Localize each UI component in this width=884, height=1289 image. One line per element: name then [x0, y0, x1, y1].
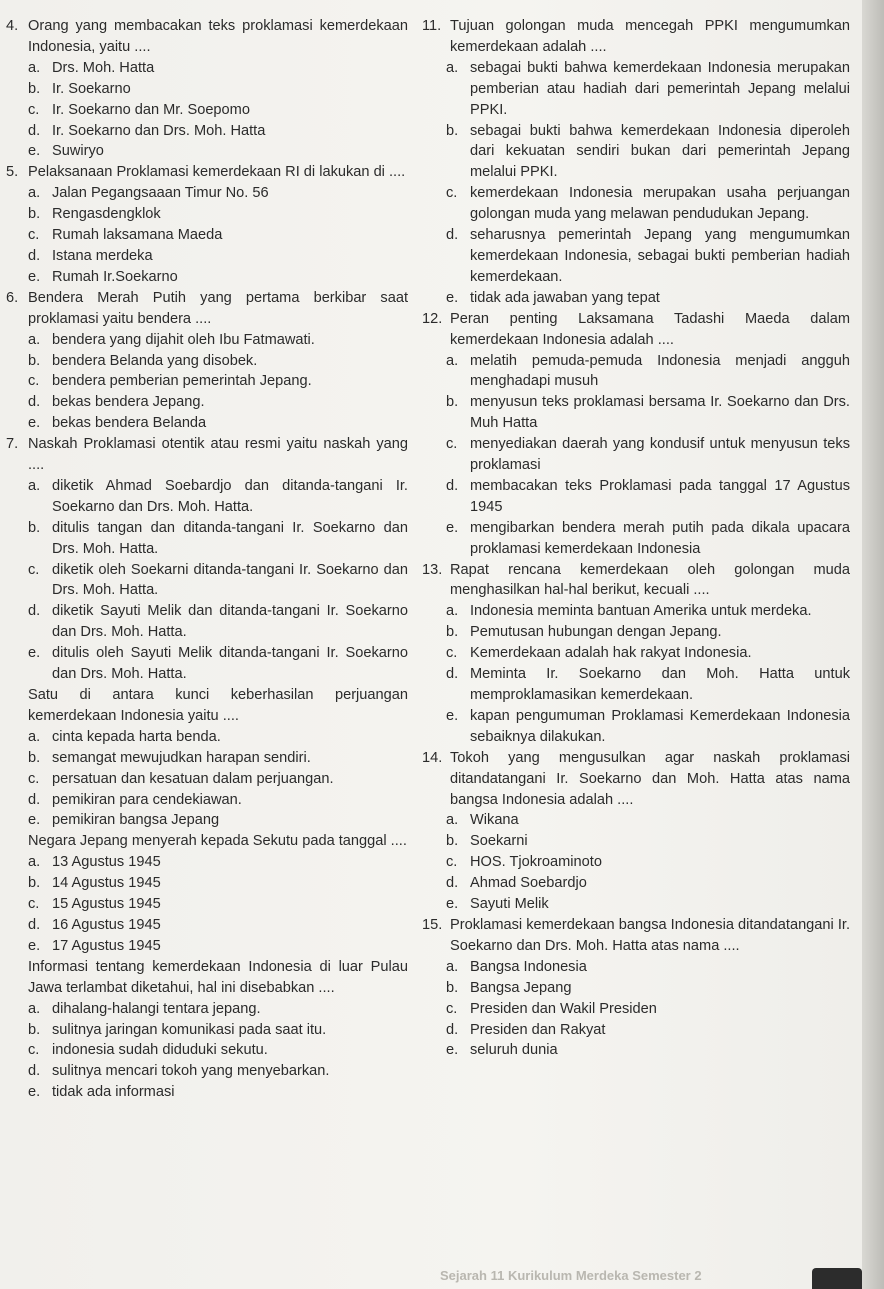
option-letter: d. [446, 666, 459, 683]
question [422, 915, 850, 957]
answer-option [6, 518, 408, 560]
answer-options [6, 183, 408, 288]
option-text: HOS. Tjokroaminoto [470, 854, 602, 871]
question-stem: Orang yang membacakan teks proklamasi kemerdekaan Indonesia, yaitu .... [28, 18, 408, 55]
option-letter: a. [28, 854, 41, 871]
question-stem: Bendera Merah Putih yang pertama berkibar saat proklamasi yaitu bendera .... [28, 289, 408, 327]
option-letter: c. [28, 373, 40, 390]
option-text: Istana merdeka [52, 247, 153, 264]
question-number [6, 957, 24, 999]
question-stem: Rapat rencana kemerdekaan oleh golongan muda menghasilkan hal-hal berikut, kecuali .... [450, 561, 850, 599]
option-text: Drs. Moh. Hatta [52, 59, 155, 76]
option-letter: b. [28, 352, 41, 369]
option-letter: a. [28, 477, 41, 494]
question [6, 288, 408, 330]
option-letter: d. [28, 122, 41, 139]
answer-option [6, 727, 408, 748]
answer-option [422, 476, 850, 518]
right-column [422, 16, 850, 1061]
option-letter: b. [28, 1021, 41, 1038]
option-text: pemikiran para cendekiawan. [52, 791, 242, 808]
option-text: Ahmad Soebardjo [470, 875, 587, 892]
question-number: 14. [422, 749, 443, 766]
option-letter: d. [28, 791, 41, 808]
answer-option [422, 978, 850, 999]
option-text: bendera yang dijahit oleh Ibu Fatmawati. [52, 331, 315, 348]
option-text: Rumah laksamana Maeda [52, 227, 223, 244]
question-block [6, 16, 408, 162]
answer-option [6, 1082, 408, 1103]
option-text: persatuan dan kesatuan dalam perjuangan. [52, 770, 334, 787]
question-number: 13. [422, 561, 443, 578]
answer-option [422, 999, 850, 1020]
option-text: sulitnya jaringan komunikasi pada saat itu. [52, 1021, 327, 1038]
option-text: Suwiryo [52, 143, 104, 160]
option-text: ditulis oleh Sayuti Melik ditanda-tangani Ir. Soekarno dan Drs. Moh. Hatta. [52, 645, 408, 683]
answer-option [6, 413, 408, 434]
question-block [422, 560, 850, 748]
option-text: sulitnya mencari tokoh yang menyebarkan. [52, 1063, 330, 1080]
answer-option [6, 1020, 408, 1041]
answer-options [6, 999, 408, 1104]
answer-option [6, 79, 408, 100]
option-text: Presiden dan Wakil Presiden [470, 1000, 657, 1017]
answer-option [6, 141, 408, 162]
option-text: bendera Belanda yang disobek. [52, 352, 258, 369]
option-letter: b. [28, 749, 41, 766]
footer-text: Sejarah 11 Kurikulum Merdeka Semester 2 [440, 1268, 702, 1283]
answer-option [422, 601, 850, 622]
option-letter: b. [28, 875, 41, 892]
question-number: 15. [422, 916, 443, 933]
option-letter: b. [446, 394, 459, 411]
answer-option [422, 664, 850, 706]
option-text: 15 Agustus 1945 [52, 896, 161, 913]
option-text: Ir. Soekarno dan Mr. Soepomo [52, 101, 250, 118]
option-text: indonesia sudah diduduki sekutu. [52, 1042, 268, 1059]
option-letter: e. [28, 645, 41, 662]
question-block [6, 957, 408, 1103]
option-text: Rengasdengklok [52, 206, 161, 223]
option-letter: a. [446, 958, 459, 975]
option-text: Rumah Ir.Soekarno [52, 268, 178, 285]
question [6, 434, 408, 476]
option-text: diketik oleh Soekarni ditanda-tangani Ir. Soekarno dan Drs. Moh. Hatta. [52, 561, 408, 599]
option-letter: a. [446, 352, 459, 369]
option-letter: d. [446, 477, 459, 494]
answer-option [6, 748, 408, 769]
question [6, 831, 408, 852]
answer-options [422, 601, 850, 747]
option-text: Pemutusan hubungan dengan Jepang. [470, 624, 722, 641]
answer-option [6, 790, 408, 811]
option-letter: a. [28, 1000, 41, 1017]
question [6, 16, 408, 58]
option-letter: c. [446, 645, 458, 662]
question [422, 748, 850, 811]
answer-option [6, 769, 408, 790]
option-letter: b. [28, 519, 41, 536]
option-letter: b. [446, 833, 459, 850]
answer-option [6, 392, 408, 413]
option-letter: c. [446, 185, 458, 202]
answer-option [422, 58, 850, 121]
option-text: membacakan teks Proklamasi pada tanggal 17 Agustus 1945 [470, 477, 850, 515]
option-text: Ir. Soekarno dan Drs. Moh. Hatta [52, 122, 266, 139]
option-letter: e. [446, 707, 459, 724]
question-stem: Peran penting Laksamana Tadashi Maeda dalam kemerdekaan Indonesia adalah .... [450, 310, 850, 348]
answer-option [422, 894, 850, 915]
option-text: Bangsa Indonesia [470, 958, 587, 975]
option-text: kemerdekaan Indonesia merupakan usaha perjuangan golongan muda yang melawan pendudukan Jepang. [470, 185, 850, 223]
answer-options [422, 810, 850, 915]
left-column [6, 16, 408, 1103]
answer-option [6, 1061, 408, 1082]
option-text: cinta kepada harta benda. [52, 728, 221, 745]
answer-option [6, 100, 408, 121]
answer-option [6, 58, 408, 79]
answer-option [6, 936, 408, 957]
option-letter: b. [28, 206, 41, 223]
option-letter: d. [28, 603, 41, 620]
option-letter: e. [446, 896, 459, 913]
option-text: dihalang-halangi tentara jepang. [52, 1000, 261, 1017]
question [6, 162, 408, 183]
answer-option [422, 1020, 850, 1041]
answer-option [6, 225, 408, 246]
option-text: Ir. Soekarno [52, 80, 131, 97]
option-letter: e. [28, 937, 41, 954]
answer-option [422, 392, 850, 434]
question-block [6, 685, 408, 831]
option-text: Kemerdekaan adalah hak rakyat Indonesia. [470, 645, 752, 662]
answer-option [6, 246, 408, 267]
answer-options [6, 852, 408, 957]
option-letter: a. [28, 185, 41, 202]
option-letter: c. [28, 227, 40, 244]
question-number [6, 685, 24, 727]
answer-options [6, 58, 408, 163]
option-text: semangat mewujudkan harapan sendiri. [52, 749, 311, 766]
option-text: 16 Agustus 1945 [52, 916, 161, 933]
option-letter: e. [28, 268, 41, 285]
answer-options [6, 727, 408, 832]
option-letter: d. [28, 247, 41, 264]
question [6, 957, 408, 999]
option-text: menyusun teks proklamasi bersama Ir. Soekarno dan Drs. Muh Hatta [470, 394, 850, 432]
answer-option [422, 852, 850, 873]
option-letter: c. [28, 896, 40, 913]
option-letter: e. [28, 812, 41, 829]
option-text: sebagai bukti bahwa kemerdekaan Indonesia merupakan pemberian atau hadiah dari pemerintah Jepang melalui PPKI. [470, 59, 850, 118]
question-number: 12. [422, 310, 443, 327]
option-text: Sayuti Melik [470, 896, 549, 913]
question-number: 6. [6, 289, 19, 306]
answer-option [422, 643, 850, 664]
option-letter: e. [446, 519, 459, 536]
question-block [6, 162, 408, 287]
answer-option [422, 121, 850, 184]
option-letter: b. [446, 979, 459, 996]
option-letter: d. [28, 1063, 41, 1080]
option-text: diketik Sayuti Melik dan ditanda-tangani Ir. Soekarno dan Drs. Moh. Hatta. [52, 603, 408, 641]
answer-option [422, 810, 850, 831]
question-stem: Negara Jepang menyerah kepada Sekutu pada tanggal .... [28, 833, 407, 850]
option-text: tidak ada jawaban yang tepat [470, 289, 660, 306]
option-letter: c. [28, 1042, 40, 1059]
option-letter: d. [446, 875, 459, 892]
question [422, 309, 850, 351]
option-text: pemikiran bangsa Jepang [52, 812, 220, 829]
option-text: menyediakan daerah yang kondusif untuk menyusun teks proklamasi [470, 436, 850, 474]
question-stem: Tokoh yang mengusulkan agar naskah proklamasi ditandatangani Ir. Soekarno dan Moh. Hatta atas nama bangsa Indonesia adalah .... [450, 749, 850, 808]
option-letter: e. [28, 1084, 41, 1101]
answer-option [6, 894, 408, 915]
option-letter: b. [446, 122, 459, 139]
answer-option [6, 351, 408, 372]
option-letter: a. [446, 603, 459, 620]
page-badge [812, 1268, 862, 1289]
option-text: tidak ada informasi [52, 1084, 175, 1101]
answer-option [6, 121, 408, 142]
answer-option [6, 267, 408, 288]
answer-option [422, 288, 850, 309]
option-text: bendera pemberian pemerintah Jepang. [52, 373, 312, 390]
option-letter: e. [446, 289, 459, 306]
answer-option [6, 183, 408, 204]
option-text: Soekarni [470, 833, 528, 850]
question-stem: Naskah Proklamasi otentik atau resmi yaitu naskah yang .... [28, 436, 408, 474]
answer-option [422, 622, 850, 643]
option-letter: a. [446, 59, 459, 76]
option-letter: d. [28, 394, 41, 411]
answer-option [6, 1040, 408, 1061]
answer-option [6, 915, 408, 936]
question-number: 4. [6, 18, 19, 34]
answer-option [6, 476, 408, 518]
option-letter: d. [446, 1021, 459, 1038]
option-text: melatih pemuda-pemuda Indonesia menjadi angguh menghadapi musuh [470, 352, 850, 390]
option-text: Wikana [470, 812, 519, 829]
question-stem: Proklamasi kemerdekaan bangsa Indonesia ditandatangani Ir. Soekarno dan Drs. Moh. Hatta atas nama .... [450, 916, 850, 954]
answer-option [422, 1040, 850, 1061]
option-letter: e. [28, 415, 41, 432]
option-letter: a. [28, 59, 41, 76]
answer-option [422, 873, 850, 894]
option-text: bekas bendera Jepang. [52, 394, 205, 411]
question-block [422, 915, 850, 1061]
answer-option [422, 434, 850, 476]
answer-option [6, 873, 408, 894]
answer-options [422, 351, 850, 560]
question-stem: Pelaksanaan Proklamasi kemerdekaan RI di lakukan di .... [28, 164, 406, 181]
question-stem: Satu di antara kunci keberhasilan perjuangan kemerdekaan Indonesia yaitu .... [28, 687, 408, 724]
answer-option [422, 183, 850, 225]
answer-option [6, 204, 408, 225]
question-block [6, 288, 408, 434]
question [422, 560, 850, 602]
option-letter: a. [446, 812, 459, 829]
option-letter: a. [28, 331, 41, 348]
question-block [6, 434, 408, 685]
answer-options [422, 957, 850, 1062]
answer-option [422, 351, 850, 393]
answer-option [6, 560, 408, 602]
question-block [422, 16, 850, 309]
answer-options [6, 330, 408, 435]
answer-option [6, 371, 408, 392]
question-number: 5. [6, 164, 19, 181]
option-letter: b. [446, 624, 459, 641]
option-text: sebagai bukti bahwa kemerdekaan Indonesia diperoleh dari kekuatan sendiri bukan dari pemerintah Jepang melalui PPKI. [470, 122, 850, 181]
question-stem: Informasi tentang kemerdekaan Indonesia di luar Pulau Jawa terlambat diketahui, hal ini disebabkan .... [28, 958, 408, 996]
option-letter: e. [446, 1042, 459, 1059]
option-text: bekas bendera Belanda [52, 415, 207, 432]
question-number [6, 831, 24, 852]
option-text: seluruh dunia [470, 1042, 558, 1059]
question-block [422, 309, 850, 560]
answer-option [6, 330, 408, 351]
option-letter: c. [28, 561, 40, 578]
answer-option [422, 518, 850, 560]
option-text: Indonesia meminta bantuan Amerika untuk merdeka. [470, 603, 812, 620]
page-edge [862, 0, 884, 1289]
option-text: ditulis tangan dan ditanda-tangani Ir. Soekarno dan Drs. Moh. Hatta. [52, 519, 408, 557]
answer-option [6, 810, 408, 831]
answer-option [6, 999, 408, 1020]
answer-option [422, 957, 850, 978]
option-text: Bangsa Jepang [470, 979, 572, 996]
option-letter: a. [28, 728, 41, 745]
option-letter: d. [446, 227, 459, 244]
question-number: 7. [6, 436, 19, 453]
option-text: mengibarkan bendera merah putih pada dikala upacara proklamasi kemerdekaan Indonesia [470, 519, 850, 557]
option-letter: b. [28, 80, 41, 97]
answer-options [422, 58, 850, 309]
option-text: Jalan Pegangsaaan Timur No. 56 [52, 185, 269, 202]
question-stem: Tujuan golongan muda mencegah PPKI mengumumkan kemerdekaan adalah .... [450, 18, 850, 55]
answer-options [6, 476, 408, 685]
option-letter: c. [446, 436, 458, 453]
option-text: kapan pengumuman Proklamasi Kemerdekaan Indonesia sebaiknya dilakukan. [470, 707, 850, 745]
option-text: diketik Ahmad Soebardjo dan ditanda-tangani Ir. Soekarno dan Drs. Moh. Hatta. [52, 477, 408, 515]
answer-option [422, 831, 850, 852]
option-letter: c. [28, 101, 40, 118]
option-letter: c. [446, 854, 458, 871]
option-letter: e. [28, 143, 41, 160]
answer-option [6, 601, 408, 643]
question-block [6, 831, 408, 956]
option-letter: c. [446, 1000, 458, 1017]
option-letter: c. [28, 770, 40, 787]
option-text: Presiden dan Rakyat [470, 1021, 606, 1038]
question-number: 11. [422, 18, 442, 34]
question-block [422, 748, 850, 915]
answer-option [422, 225, 850, 288]
question [422, 16, 850, 58]
answer-option [422, 706, 850, 748]
option-text: Meminta Ir. Soekarno dan Moh. Hatta untuk memproklamasikan kemerdekaan. [470, 666, 850, 703]
option-text: 13 Agustus 1945 [52, 854, 161, 871]
option-text: seharusnya pemerintah Jepang yang mengumumkan kemerdekaan Indonesia, sebagai bukti pemberian hadiah kemerdekaan. [470, 227, 850, 285]
answer-option [6, 852, 408, 873]
option-text: 14 Agustus 1945 [52, 875, 161, 892]
answer-option [6, 643, 408, 685]
question [6, 685, 408, 727]
option-text: 17 Agustus 1945 [52, 937, 161, 954]
option-letter: d. [28, 916, 41, 933]
